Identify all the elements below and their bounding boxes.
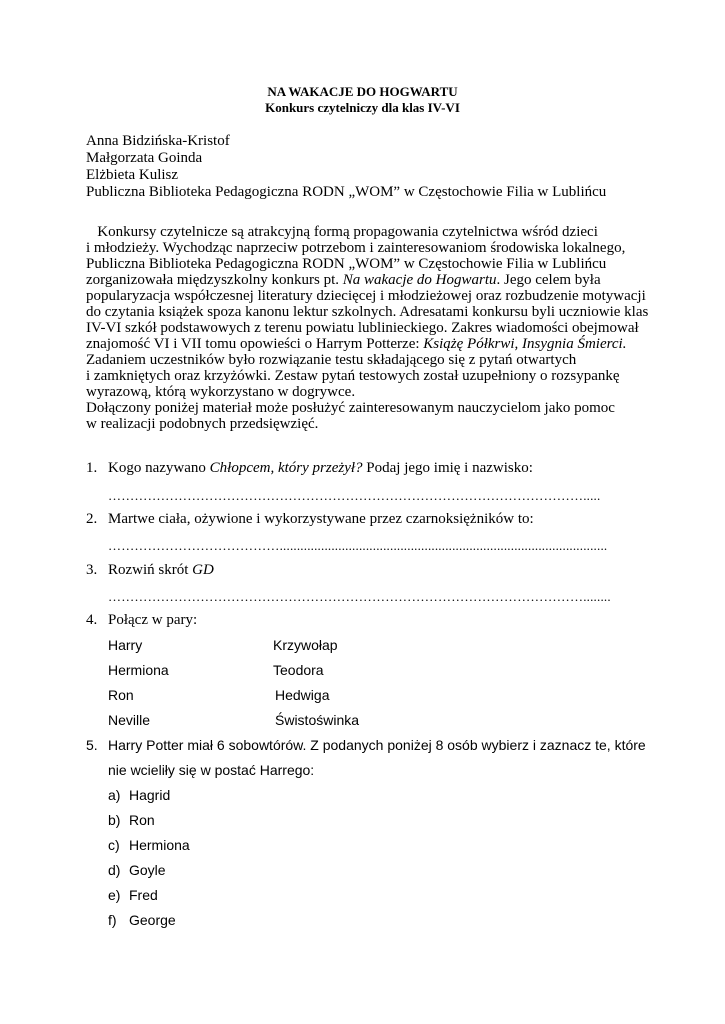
option-letter: e) (108, 887, 121, 903)
pair-left-item[interactable]: Harry (108, 637, 143, 653)
document-title: NA WAKACJE DO HOGWARTU (267, 84, 458, 99)
question-5-text: Harry Potter miał 6 sobowtórów. Z podanych poniżej 8 osób wybierz i zaznacz te, które (108, 737, 646, 753)
pair-left-item[interactable]: Hermiona (108, 662, 169, 678)
option-fred[interactable]: Fred (129, 887, 158, 903)
question-3-text (108, 562, 214, 579)
q-italic: GD (192, 562, 214, 578)
intro-text: zorganizowała międzyszkolny konkurs pt. (86, 272, 343, 288)
intro-line (86, 336, 646, 352)
q-text: Kogo nazywano (108, 460, 210, 476)
document-subtitle: Konkurs czytelniczy dla klas IV-VI (265, 100, 460, 115)
question-5-number: 5. (86, 737, 98, 753)
author-2: Małgorzata Goinda (86, 150, 203, 166)
option-ron[interactable]: Ron (129, 812, 155, 828)
question-3-number: 3. (86, 562, 98, 578)
pair-right-item[interactable]: Świstoświnka (275, 712, 360, 728)
q-italic: Chłopcem, który przeżył? (209, 460, 363, 476)
intro-line: i młodzieży. Wychodząc naprzeciw potrzebom i zainteresowaniom środowiska lokalnego, (86, 240, 626, 256)
option-hagrid[interactable]: Hagrid (129, 787, 171, 803)
answer-line-3[interactable]: ………………………………………………………………………………………………........ (108, 589, 611, 604)
pair-right-item[interactable]: Krzywołap (273, 637, 338, 653)
intro-text: znajomość VI i VII tomu opowieści o Harrym Potterze: (86, 336, 424, 352)
question-1-number: 1. (86, 460, 98, 476)
intro-line: Konkursy czytelnicze są atrakcyjną formą propagowania czytelnictwa wśród dzieci (86, 224, 598, 240)
intro-line: do czytania książek spoza kanonu lektur szkolnych. Adresatami konkursu byli uczniowie klas (86, 304, 649, 320)
intro-line: w realizacji podobnych przedsięwzięć. (86, 416, 319, 432)
pair-left-item[interactable]: Ron (108, 687, 134, 703)
question-2-number: 2. (86, 511, 98, 527)
intro-line: Publiczna Biblioteka Pedagogiczna RODN „WOM” w Częstochowie Filia w Lublińcu (86, 256, 607, 272)
intro-text: . Jego celem była (496, 272, 601, 288)
question-5-text-cont: nie wcieliły się w postać Harrego: (108, 762, 315, 778)
q-text: Rozwiń skrót (108, 562, 193, 578)
option-letter: d) (108, 862, 121, 878)
author-3: Elżbieta Kulisz (86, 167, 179, 183)
q-text: Podaj jego imię i nazwisko: (362, 460, 533, 476)
intro-line: popularyzacja współczesnej literatury dziecięcej i młodzieżowej oraz rozbudzenie motywacji (86, 288, 646, 304)
intro-paragraph (86, 224, 649, 432)
pair-right-item[interactable]: Teodora (273, 662, 324, 678)
question-1-text (108, 460, 533, 477)
option-letter: a) (108, 787, 121, 803)
pair-right-item[interactable]: Hedwiga (275, 687, 330, 703)
institution: Publiczna Biblioteka Pedagogiczna RODN „WOM” w Częstochowie Filia w Lublińcu (86, 184, 607, 200)
intro-line: Dołączony poniżej materiał może posłużyć zainteresowanym nauczycielom jako pomoc (86, 400, 615, 416)
option-letter: c) (108, 837, 120, 853)
option-george[interactable]: George (129, 912, 176, 928)
question-4-text: Połącz w pary: (108, 612, 198, 628)
intro-line: wyrazową, którą wykorzystano w dogrywce. (86, 384, 356, 400)
option-letter: f) (108, 912, 117, 928)
answer-line-1[interactable]: ………………………………………………………………………………………………..... (108, 488, 601, 503)
intro-line: i zamkniętych oraz krzyżówki. Zestaw pytań testowych został uzupełniony o rozsypankę (86, 368, 620, 384)
question-4-number: 4. (86, 612, 98, 628)
question-2-text: Martwe ciała, ożywione i wykorzystywane przez czarnoksiężników to: (108, 511, 534, 527)
intro-line (86, 272, 646, 288)
intro-line: Zadaniem uczestników było rozwiązanie testu składającego się z pytań otwartych (86, 352, 577, 368)
intro-line: IV-VI szkół podstawowych z terenu powiatu lublinieckiego. Zakres wiadomości obejmował (86, 320, 639, 336)
option-goyle[interactable]: Goyle (129, 862, 166, 878)
option-hermiona[interactable]: Hermiona (129, 837, 190, 853)
book-titles: Książę Półkrwi, Insygnia Śmierci. (423, 336, 627, 352)
pair-left-item[interactable]: Neville (108, 712, 151, 728)
answer-line-2[interactable]: …………………………………............................................................................................... (108, 538, 608, 553)
option-letter: b) (108, 812, 121, 828)
contest-name: Na wakacje do Hogwartu (342, 272, 497, 288)
author-1: Anna Bidzińska-Kristof (86, 133, 230, 149)
